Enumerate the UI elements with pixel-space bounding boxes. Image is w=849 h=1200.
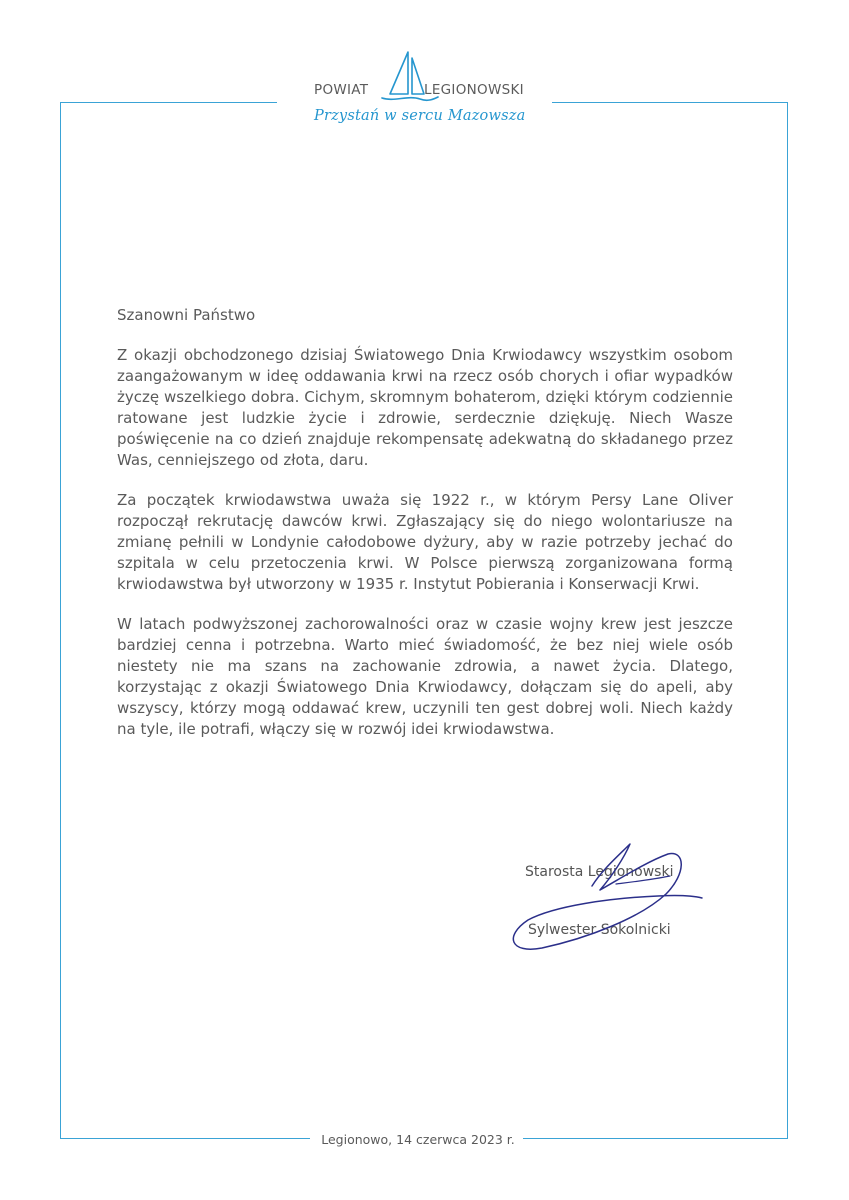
paragraph-2: Za początek krwiodawstwa uważa się 1922 r., w którym Persy Lane Oliver rozpoczął rekrutację dawców krwi. Zgłaszający się do niego wolontariusze na zmianę pełnili w Londynie całodobowe dyżury, aby w razie potrzeby jechać do szpitala w celu przetoczenia krwi. W Polsce pierwszą zorganizowana formą krwiodawstwa był utworzony w 1935 r. Instytut Pobierania i Konserwacji Krwi. xyxy=(117,491,733,593)
paragraph-3: W latach podwyższonej zachorowalności oraz w czasie wojny krew jest jeszcze bardziej cenna i potrzebna. Warto mieć świadomość, że bez niej wiele osób niestety nie ma szans na zachowanie zdrowia, a nawet życia. Dlatego, korzystając z okazji Światowego Dnia Krwiodawcy, dołączam się do apeli, aby wszyscy, którzy mogą oddawać krew, uczynili ten gest dobrej woli. Niech każdy na tyle, ile potrafi, włączy się w rozwój idei krwiodawstwa. xyxy=(117,615,733,738)
letter-body xyxy=(117,305,733,759)
frame-right xyxy=(787,102,788,1139)
signatory-name: Sylwester Sokolnicki xyxy=(528,922,671,938)
paragraph-1: Z okazji obchodzonego dzisiaj Światowego Dnia Krwiodawcy wszystkim osobom zaangażowanym w ideę oddawania krwi na rzecz osób chorych i ofiar wypadków życzę wszelkiego dobra. Cichym, skromnym bohaterom, dzięki którym codziennie ratowane jest ludzkie życie i zdrowie, serdecznie dziękuję. Niech Wasze poświęcenie na co dzień znajduje rekompensatę adekwatną do składanego przez Was, cenniejszego od złota, daru. xyxy=(117,346,733,469)
place-and-date: Legionowo, 14 czerwca 2023 r. xyxy=(321,1132,515,1147)
signatory-title: Starosta Legionowski xyxy=(525,864,674,880)
salutation: Szanowni Państwo xyxy=(117,306,256,324)
frame-bottom-right xyxy=(523,1138,788,1139)
frame-top-left xyxy=(60,102,277,103)
handwritten-signature xyxy=(500,840,710,950)
logo-tagline: Przystań w sercu Mazowsza xyxy=(314,108,526,124)
logo-word-left: POWIAT xyxy=(314,82,369,98)
frame-top-right xyxy=(552,102,788,103)
signature-block xyxy=(500,840,710,950)
logo-word-right: LEGIONOWSKI xyxy=(424,82,524,98)
powiat-logo xyxy=(308,48,540,140)
frame-bottom-left xyxy=(60,1138,310,1139)
frame-left xyxy=(60,102,61,1139)
